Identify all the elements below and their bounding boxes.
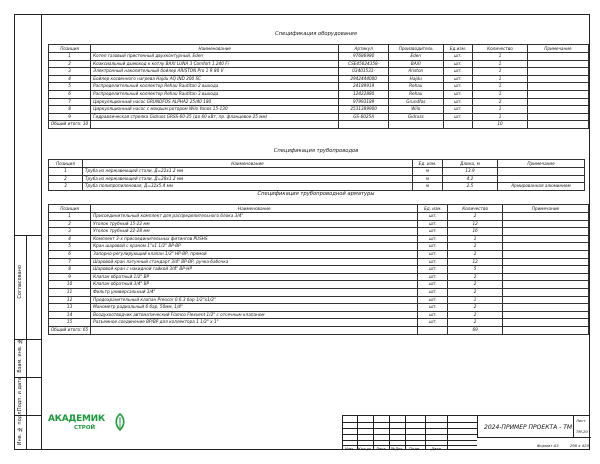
fittings-total-cell bbox=[91, 326, 418, 334]
equipment-cell bbox=[527, 68, 588, 76]
equipment-cell: 7 bbox=[49, 98, 91, 106]
fittings-cell: 10 bbox=[49, 281, 91, 289]
pipes-cell: Армированная алюминием bbox=[498, 183, 585, 191]
fittings-cell: Шаровой кран латунный стандарт 3/4" ВР-ВР, ручка-бабочка bbox=[91, 258, 418, 266]
fittings-cell: шт. bbox=[418, 243, 448, 251]
fittings-cell: шт. bbox=[418, 288, 448, 296]
stamp-col-count: Кол.уч. bbox=[358, 446, 373, 451]
equipment-header-cell: Позиция bbox=[49, 45, 91, 53]
table-row bbox=[49, 106, 589, 114]
equipment-cell: 4 bbox=[49, 75, 91, 83]
fittings-cell bbox=[502, 220, 588, 228]
equipment-cell: Гидравлическая стрелка Gidruss GRSS-60-25 (до 60 кВт, пр. фланцевое 25 мм) bbox=[91, 113, 339, 121]
equipment-cell: 1 bbox=[473, 68, 527, 76]
logo-text-main: АКАДЕМИК bbox=[48, 414, 105, 424]
pipes-cell: 2.5 bbox=[443, 183, 498, 191]
equipment-total-cell: 10 bbox=[473, 121, 527, 129]
pipes-cell: 13.9 bbox=[443, 168, 498, 176]
equipment-cell: Hajdu bbox=[388, 75, 443, 83]
equipment-header-cell: Производитель bbox=[388, 45, 443, 53]
equipment-total-cell bbox=[388, 121, 443, 129]
stamp-vline bbox=[373, 416, 374, 450]
fittings-cell: Воздухоотводчик автоматический Flamco Flexvent 1/2" с отсечным клапаном bbox=[91, 311, 418, 319]
equipment-cell: 97686980 bbox=[339, 53, 389, 61]
stamp-line bbox=[343, 434, 477, 435]
fittings-cell: 8 bbox=[49, 266, 91, 274]
fittings-cell: 2 bbox=[49, 220, 91, 228]
equipment-table bbox=[48, 44, 589, 129]
pipes-cell: м bbox=[413, 183, 443, 191]
pipes-cell: 2 bbox=[49, 175, 83, 183]
fittings-cell: 14 bbox=[49, 311, 91, 319]
fittings-cell bbox=[502, 258, 588, 266]
equipment-cell: Котел газовый пристенный двухконтурный, Eden bbox=[91, 53, 339, 61]
fittings-title: Спецификация трубопроводной арматуры bbox=[257, 191, 375, 197]
equipment-header-cell: Артикул bbox=[339, 45, 389, 53]
table-row bbox=[49, 113, 589, 121]
fittings-cell: шт. bbox=[418, 235, 448, 243]
table-row bbox=[49, 68, 589, 76]
fittings-cell: Разъемное соединение ВР/ВР для коллектора 1 1/2" х 1" bbox=[91, 319, 418, 327]
title-block-columns bbox=[343, 416, 477, 450]
equipment-cell bbox=[527, 106, 588, 114]
equipment-cell: 2531389900 bbox=[339, 106, 389, 114]
fittings-cell: шт. bbox=[418, 273, 448, 281]
equipment-cell: Распределительный коллектор Rehau Rautitan 2 выхода bbox=[91, 83, 339, 91]
side-label-inventory: Инв. № подл. bbox=[17, 409, 23, 445]
table-row bbox=[49, 258, 589, 266]
stamp-vline bbox=[389, 416, 390, 450]
equipment-cell: 5 bbox=[49, 83, 91, 91]
equipment-cell: Электронный накопительный бойлер ARISTON Pro 1 R 80 V bbox=[91, 68, 339, 76]
equipment-title: Спецификация оборудования bbox=[275, 31, 357, 37]
table-row bbox=[49, 60, 589, 68]
logo-leaf-icon bbox=[114, 413, 126, 431]
equipment-cell: шт. bbox=[443, 98, 473, 106]
fittings-cell: шт. bbox=[418, 228, 448, 236]
equipment-total-cell: Общий итого: 10 bbox=[49, 121, 91, 129]
stamp-col-date: Дата bbox=[431, 446, 441, 451]
side-stamp bbox=[15, 235, 41, 449]
table-row bbox=[49, 168, 585, 176]
equipment-cell: 1 bbox=[473, 53, 527, 61]
doc-code: 298 х 420 bbox=[569, 443, 589, 448]
stamp-vline bbox=[357, 416, 358, 450]
table-row bbox=[49, 304, 589, 312]
equipment-cell: шт. bbox=[443, 53, 473, 61]
equipment-cell: 6 bbox=[49, 90, 91, 98]
fittings-cell bbox=[502, 235, 588, 243]
fittings-header-cell: Количество bbox=[448, 205, 503, 213]
fittings-cell: Клапан обратный 3/4" ВР bbox=[91, 281, 418, 289]
fittings-total-cell: 69 bbox=[448, 326, 503, 334]
title-block-bottom bbox=[477, 438, 591, 450]
format-label: Формат А3 bbox=[537, 443, 559, 448]
pipes-cell: Труба полипропиленовая, Д=32х5.4 мм bbox=[83, 183, 413, 191]
fittings-cell: шт. bbox=[418, 281, 448, 289]
pipes-cell: 3 bbox=[49, 183, 83, 191]
equipment-cell: шт. bbox=[443, 90, 473, 98]
equipment-cell: 9 bbox=[49, 113, 91, 121]
fittings-total-cell bbox=[502, 326, 588, 334]
fittings-cell: Шаровой кран с накидной гайкой 3/4" ВР-НР bbox=[91, 266, 418, 274]
pipes-cell: м bbox=[413, 175, 443, 183]
pipes-header-cell: Наименование bbox=[83, 160, 413, 168]
equipment-cell: Ariston bbox=[388, 68, 443, 76]
equipment-cell: Wilo bbox=[388, 106, 443, 114]
title-block bbox=[342, 415, 590, 449]
fittings-cell bbox=[502, 250, 588, 258]
equipment-header-cell: Наименование bbox=[91, 45, 339, 53]
equipment-cell: Rehau bbox=[388, 90, 443, 98]
equipment-cell: шт. bbox=[443, 113, 473, 121]
pipes-cell: 4.2 bbox=[443, 175, 498, 183]
stamp-vline bbox=[425, 416, 426, 450]
fittings-header-cell: Наименование bbox=[91, 205, 418, 213]
table-row bbox=[49, 228, 589, 236]
equipment-cell bbox=[527, 83, 588, 91]
side-label-signature: Подп. и дата bbox=[17, 376, 23, 411]
fittings-cell: Предохранительный клапан Preocor 0.6.3 бар 1/2"х1/2" bbox=[91, 296, 418, 304]
drawing-sheet bbox=[14, 14, 590, 450]
fittings-cell: 12 bbox=[448, 258, 503, 266]
fittings-header-row bbox=[49, 205, 589, 213]
fittings-cell: шт. bbox=[418, 311, 448, 319]
stamp-vline bbox=[405, 416, 406, 450]
fittings-header-cell: Позиция bbox=[49, 205, 91, 213]
fittings-cell: 4 bbox=[49, 235, 91, 243]
fittings-header-cell: Примечание bbox=[502, 205, 588, 213]
table-row bbox=[49, 83, 589, 91]
fittings-cell: Кран шаровой с краном 1"х1 1/2" ВР-ВР bbox=[91, 243, 418, 251]
pipes-cell: Труба из нержавеющей стали, Д=28х1.2 мм bbox=[83, 175, 413, 183]
equipment-cell: 1 bbox=[49, 53, 91, 61]
table-row bbox=[49, 53, 589, 61]
equipment-cell: 1 bbox=[473, 90, 527, 98]
side-label-replacement: Взам. инв. № bbox=[17, 338, 23, 373]
equipment-header-row bbox=[49, 45, 589, 53]
side-cell-inventory bbox=[15, 409, 41, 449]
equipment-cell: 97993189 bbox=[339, 98, 389, 106]
table-row bbox=[49, 183, 585, 191]
equipment-cell: 2 bbox=[49, 60, 91, 68]
equipment-cell bbox=[527, 60, 588, 68]
equipment-cell: шт. bbox=[443, 60, 473, 68]
fittings-cell: 2 bbox=[448, 304, 503, 312]
fittings-total-cell bbox=[418, 326, 448, 334]
table-row bbox=[49, 220, 589, 228]
logo-text-sub: СТРОЙ bbox=[74, 425, 96, 431]
equipment-cell: 8 bbox=[49, 106, 91, 114]
main-frame bbox=[41, 15, 589, 449]
equipment-cell: 2 bbox=[473, 98, 527, 106]
equipment-cell: шт. bbox=[443, 106, 473, 114]
equipment-cell: 1 bbox=[473, 106, 527, 114]
equipment-cell bbox=[527, 53, 588, 61]
equipment-cell: CSE45624358- bbox=[339, 60, 389, 68]
equipment-total-cell bbox=[443, 121, 473, 129]
fittings-cell: 11 bbox=[49, 288, 91, 296]
fittings-cell: Клапан обратный 1/2" ВР bbox=[91, 273, 418, 281]
equipment-cell: 2942444000 bbox=[339, 75, 389, 83]
fittings-cell bbox=[502, 296, 588, 304]
fittings-cell: 2 bbox=[448, 213, 503, 221]
fittings-cell: Уголок трубный 22-28 мм bbox=[91, 228, 418, 236]
equipment-cell bbox=[527, 90, 588, 98]
stamp-line bbox=[343, 428, 477, 429]
pipes-header-cell: Примечание bbox=[498, 160, 585, 168]
table-row bbox=[49, 175, 585, 183]
equipment-total-cell bbox=[339, 121, 389, 129]
stamp-col-doc: №Док. bbox=[391, 446, 404, 451]
equipment-cell: Циркуляционный насос с мокрым ротором Wilo Yonos 15-130 bbox=[91, 106, 339, 114]
fittings-cell: 3 bbox=[49, 228, 91, 236]
fittings-cell: 9 bbox=[49, 273, 91, 281]
table-row bbox=[49, 90, 589, 98]
fittings-cell bbox=[502, 319, 588, 327]
equipment-cell bbox=[527, 113, 588, 121]
fittings-cell: 5 bbox=[448, 266, 503, 274]
fittings-cell: 2 bbox=[448, 311, 503, 319]
equipment-total-cell bbox=[527, 121, 588, 129]
side-cell-replacement bbox=[15, 339, 41, 377]
pipes-cell: 1 bbox=[49, 168, 83, 176]
pipes-table bbox=[48, 159, 585, 191]
stamp-vline bbox=[447, 416, 448, 450]
stamp-line bbox=[343, 440, 477, 441]
equipment-cell bbox=[527, 75, 588, 83]
sheet-label: Лист bbox=[576, 418, 586, 423]
fittings-cell: 1 bbox=[49, 213, 91, 221]
fittings-header-cell: Ед. изм. bbox=[418, 205, 448, 213]
fittings-cell: шт. bbox=[418, 319, 448, 327]
side-label-agreed: Согласовано bbox=[17, 265, 23, 299]
fittings-cell: Запорно-регулирующий клапан 1/2" НР-ВР, прямой bbox=[91, 250, 418, 258]
pipes-title: Спецификация трубопроводов bbox=[273, 148, 359, 154]
sheet-value: ТМ-20 bbox=[576, 429, 588, 434]
equipment-cell: Gidruss bbox=[388, 113, 443, 121]
fittings-cell bbox=[502, 288, 588, 296]
fittings-cell: шт. bbox=[418, 258, 448, 266]
pipes-header-cell: Длина, м bbox=[443, 160, 498, 168]
pipes-cell bbox=[498, 175, 585, 183]
pipes-cell: м bbox=[413, 168, 443, 176]
fittings-cell: шт. bbox=[418, 250, 448, 258]
equipment-cell: Grundfos bbox=[388, 98, 443, 106]
stamp-col-sign: Подп. bbox=[409, 446, 421, 451]
equipment-cell: 24189919 bbox=[339, 83, 389, 91]
pipes-cell bbox=[498, 168, 585, 176]
equipment-header-cell: Количество bbox=[473, 45, 527, 53]
fittings-cell: 12 bbox=[448, 220, 503, 228]
equipment-cell: Коаксиальный дымоход к котлу BAXI LUNA 3 Comfort 1.240 Fi bbox=[91, 60, 339, 68]
sheet-box bbox=[573, 416, 591, 438]
table-row bbox=[49, 281, 589, 289]
fittings-cell: Уголок трубный 15-22 мм bbox=[91, 220, 418, 228]
fittings-cell: 2 bbox=[448, 250, 503, 258]
stamp-line bbox=[343, 422, 477, 423]
fittings-cell bbox=[502, 311, 588, 319]
equipment-cell: 1 bbox=[473, 83, 527, 91]
fittings-cell: 2 bbox=[448, 281, 503, 289]
table-row bbox=[49, 243, 589, 251]
pipes-header-cell: Позиция bbox=[49, 160, 83, 168]
table-row bbox=[49, 319, 589, 327]
equipment-cell: Распределительный коллектор Rehau Rautitan 3 выхода bbox=[91, 90, 339, 98]
equipment-total-row bbox=[49, 121, 589, 129]
pipes-cell: Труба из нержавеющей стали, Д=22х1.2 мм bbox=[83, 168, 413, 176]
equipment-header-cell: Примечание bbox=[527, 45, 588, 53]
stamp-col-sheet: Лист bbox=[376, 446, 386, 451]
fittings-cell: шт. bbox=[418, 304, 448, 312]
equipment-cell bbox=[527, 98, 588, 106]
equipment-header-cell: Ед.изм. bbox=[443, 45, 473, 53]
project-title: 2024-ПРИМЕР ПРОЕКТА - ТМ bbox=[484, 424, 573, 431]
fittings-cell: 7 bbox=[49, 258, 91, 266]
fittings-cell: 2 bbox=[448, 273, 503, 281]
fittings-cell: Фильтр универсальный 3/4" bbox=[91, 288, 418, 296]
table-row bbox=[49, 311, 589, 319]
table-row bbox=[49, 273, 589, 281]
title-block-title-cell bbox=[477, 416, 591, 438]
fittings-cell bbox=[502, 281, 588, 289]
table-row bbox=[49, 213, 589, 221]
fittings-cell: Комплект 3-х присоединительных фитингов PUSHS bbox=[91, 235, 418, 243]
fittings-cell: 2 bbox=[448, 243, 503, 251]
fittings-table bbox=[48, 204, 589, 335]
equipment-cell: шт. bbox=[443, 83, 473, 91]
company-logo bbox=[48, 410, 128, 442]
table-row bbox=[49, 98, 589, 106]
equipment-cell: 1 bbox=[473, 60, 527, 68]
equipment-cell: 03401531- bbox=[339, 68, 389, 76]
fittings-total-row bbox=[49, 326, 589, 334]
fittings-cell: Манометр радиальный 6 бар, 50мм, 1/4" bbox=[91, 304, 418, 312]
equipment-cell: Бойлер косвенного нагрева Hajdu AQ IND 200 SC bbox=[91, 75, 339, 83]
equipment-cell: GS-6025A bbox=[339, 113, 389, 121]
table-row bbox=[49, 75, 589, 83]
fittings-total-cell: Общий итого: 65 bbox=[49, 326, 91, 334]
fittings-cell: 1 bbox=[448, 235, 503, 243]
equipment-cell: Rehau bbox=[388, 83, 443, 91]
fittings-cell: 15 bbox=[49, 319, 91, 327]
fittings-cell bbox=[502, 266, 588, 274]
table-row bbox=[49, 250, 589, 258]
equipment-cell: 1 bbox=[473, 75, 527, 83]
fittings-cell: 16 bbox=[448, 228, 503, 236]
fittings-cell bbox=[502, 243, 588, 251]
fittings-cell: 13 bbox=[49, 304, 91, 312]
fittings-cell: шт. bbox=[418, 220, 448, 228]
fittings-cell bbox=[502, 228, 588, 236]
fittings-cell bbox=[502, 273, 588, 281]
table-row bbox=[49, 296, 589, 304]
fittings-cell: 12 bbox=[49, 296, 91, 304]
fittings-cell bbox=[502, 213, 588, 221]
fittings-cell: Присоединительный комплект для распределительного блока 3/4" bbox=[91, 213, 418, 221]
table-row bbox=[49, 266, 589, 274]
fittings-cell bbox=[502, 304, 588, 312]
pipes-header-cell: Ед. изм. bbox=[413, 160, 443, 168]
equipment-cell: 3 bbox=[49, 68, 91, 76]
equipment-cell: шт. bbox=[443, 75, 473, 83]
equipment-cell: Циркуляционный насос GRUNDFOS ALPHA2 25/40 180 bbox=[91, 98, 339, 106]
side-cell-agreed bbox=[15, 235, 41, 303]
table-row bbox=[49, 288, 589, 296]
equipment-cell: Eden bbox=[388, 53, 443, 61]
fittings-cell: шт. bbox=[418, 266, 448, 274]
fittings-cell: 6 bbox=[49, 250, 91, 258]
equipment-cell: шт. bbox=[443, 68, 473, 76]
fittings-cell: шт. bbox=[418, 296, 448, 304]
fittings-cell: 5 bbox=[49, 243, 91, 251]
equipment-cell: 12422880 bbox=[339, 90, 389, 98]
stamp-col-change: Изм. bbox=[345, 446, 354, 451]
table-row bbox=[49, 235, 589, 243]
fittings-cell: 2 bbox=[448, 288, 503, 296]
equipment-total-cell bbox=[91, 121, 339, 129]
fittings-cell: 1 bbox=[448, 296, 503, 304]
fittings-cell: 2 bbox=[448, 319, 503, 327]
equipment-cell: 1 bbox=[473, 113, 527, 121]
pipes-header-row bbox=[49, 160, 585, 168]
equipment-cell: BAXI bbox=[388, 60, 443, 68]
fittings-cell: шт. bbox=[418, 213, 448, 221]
